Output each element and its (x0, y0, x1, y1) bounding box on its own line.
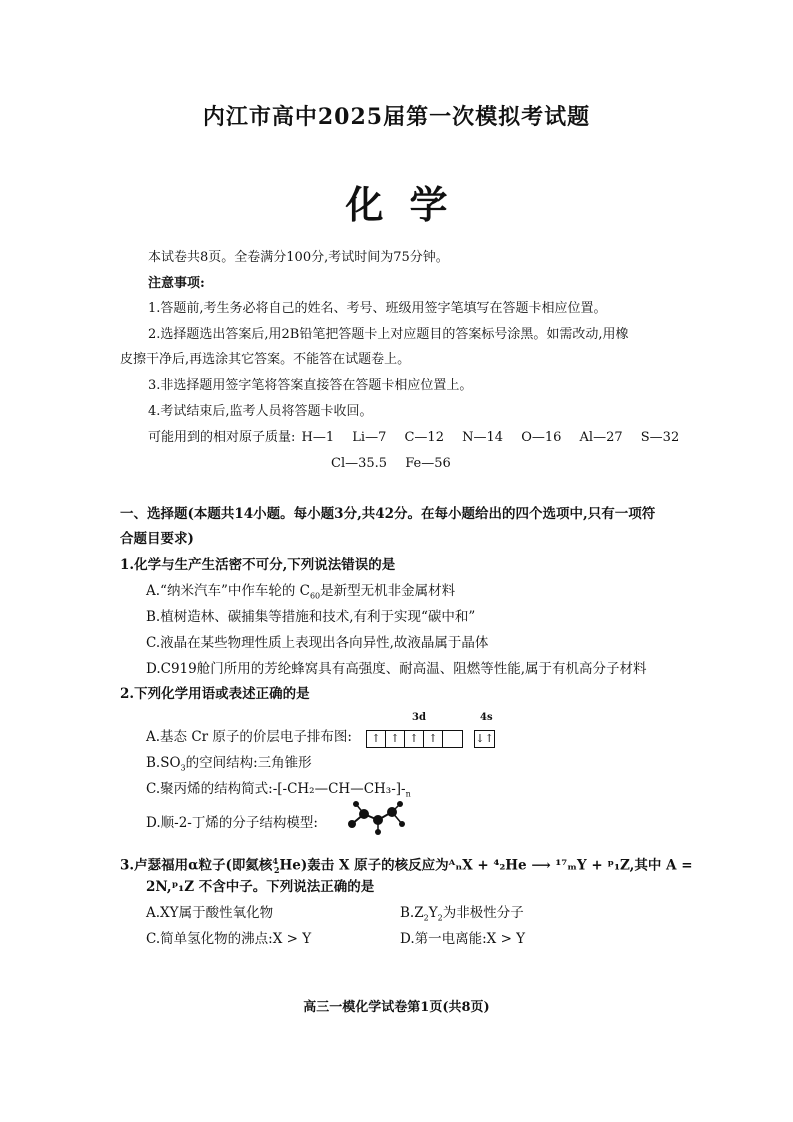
q2-option-d: D.顺-2-丁烯的分子结构模型: (146, 815, 318, 831)
q3-b-text: B.Z (400, 905, 424, 921)
q2-option-b (146, 754, 312, 778)
q3-option-b (400, 904, 524, 928)
q1-a-text-2: 是新型无机非金属材料 (320, 583, 456, 599)
orbital-box: ↑ (386, 731, 405, 747)
orbital-box: ↑ (405, 731, 424, 747)
orbital-3d-label: 3d (412, 712, 426, 723)
q2-b-text: B.SO (146, 755, 181, 771)
q2-stem: 2.下列化学用语或表述正确的是 (120, 686, 310, 702)
orbital-box: ↑ (367, 731, 386, 747)
q2-b-text-2: 的空间结构:三角锥形 (185, 755, 312, 771)
q3-option-c: C.简单氢化物的沸点:X > Y (146, 931, 312, 947)
q3-stem-line1 (120, 852, 693, 879)
exam-title: 内江市高中2025届第一次模拟考试题 (202, 104, 591, 130)
orbital-box (443, 731, 462, 747)
mass-s: S—32 (640, 430, 680, 445)
q3-option-a: A.XY属于酸性氧化物 (146, 905, 274, 921)
orbital-4s (474, 730, 495, 748)
orbital-box: ↓↑ (475, 731, 494, 745)
orbital-4s-label: 4s (480, 712, 493, 723)
orbital-box: ↑ (424, 731, 443, 747)
q1-a-text: A.“纳米汽车”中作车轮的 C (146, 583, 310, 599)
notice-item: 4.考试结束后,监考人员将答题卡收回。 (148, 404, 373, 419)
q1-option-b: B.植树造林、碳捕集等措施和技术,有利于实现“碳中和” (146, 609, 476, 625)
q3-text-mid: )轰击 X 原子的核反应为 (300, 857, 449, 874)
notice-item: 1.答题前,考生务必将自己的姓名、考号、班级用签字笔填写在答题卡相应位置。 (148, 301, 607, 316)
notice-item: 皮擦干净后,再选涂其它答案。不能答在试题卷上。 (120, 352, 411, 367)
mass-al: Al—27 (579, 430, 623, 445)
mass-h: H—1 (301, 430, 335, 445)
q1-stem: 1.化学与生产生活密不可分,下列说法错误的是 (120, 557, 396, 573)
section-heading: 一、选择题(本题共14小题。每小题3分,共42分。在每小题给出的四个选项中,只有一项符 (120, 506, 656, 522)
q3-b-y: Y (428, 905, 438, 921)
he-mass: 4 (272, 856, 278, 866)
q3-b-text-2: 为非极性分子 (442, 905, 524, 921)
notice-item: 3.非选择题用签字笔将答案直接答在答题卡相应位置上。 (148, 378, 473, 393)
q1-a-sub: 60 (309, 591, 321, 601)
atomic-masses-line2 (331, 455, 465, 473)
q2-c-text: C.聚丙烯的结构简式: (146, 781, 273, 797)
q1-option-c: C.液晶在某些物理性质上表现出各向异性,故液晶属于晶体 (146, 635, 489, 651)
q2-b-sub: 3 (180, 763, 186, 773)
atomic-masses (148, 429, 693, 447)
mass-o: O—16 (521, 430, 562, 445)
polypropylene-formula: -[-CH₂—CH—CH₃-]- (272, 781, 406, 797)
q1-option-d: D.C919舱门所用的芳纶蜂窝具有高强度、耐高温、阻燃等性能,属于有机高分子材料 (146, 661, 647, 677)
cis-2-butene-model (342, 800, 408, 836)
subject-title: 化学 (345, 182, 474, 227)
mass-fe: Fe—56 (405, 456, 451, 471)
mass-li: Li—7 (352, 430, 387, 445)
q3-stem-line2: 2N,ᵖ₁Z 不含中子。下列说法正确的是 (146, 879, 375, 895)
notice-item: 2.选择题选出答案后,用2B铅笔把答题卡上对应题目的答案标号涂黑。如需改动,用橡 (148, 327, 629, 342)
polymer-n: n (405, 789, 411, 799)
q3-option-d: D.第一电离能:X > Y (400, 931, 526, 947)
mass-cl: Cl—35.5 (331, 456, 388, 471)
page-footer: 高三一模化学试卷第1页(共8页) (303, 1000, 490, 1015)
section-heading-cont: 合题目要求) (120, 531, 194, 547)
q2-a-text: A.基态 Cr 原子的价层电子排布图: (146, 729, 352, 745)
orbital-diagram (366, 728, 495, 748)
q1-option-a (146, 582, 455, 606)
orbital-3d (366, 730, 463, 748)
mass-c: C—12 (404, 430, 444, 445)
he-charge: 2 (273, 865, 280, 876)
q2-option-a (146, 728, 352, 746)
he-symbol: He (279, 857, 301, 874)
q3-b-sub2: 2 (437, 913, 443, 923)
notice-heading: 注意事项: (148, 276, 205, 291)
mass-n: N—14 (462, 430, 504, 445)
q3-b-sub1: 2 (423, 913, 429, 923)
nuclear-reaction: ᴬₙX + ⁴₂He ⟶ ¹⁷ₘY + ᵖ₁Z,其中 A = (448, 857, 693, 874)
notice-intro: 本试卷共8页。全卷满分100分,考试时间为75分钟。 (148, 250, 449, 265)
q3-text: 3.卢瑟福用α粒子(即氦核 (120, 857, 273, 874)
mass-label: 可能用到的相对原子质量: (148, 430, 296, 445)
